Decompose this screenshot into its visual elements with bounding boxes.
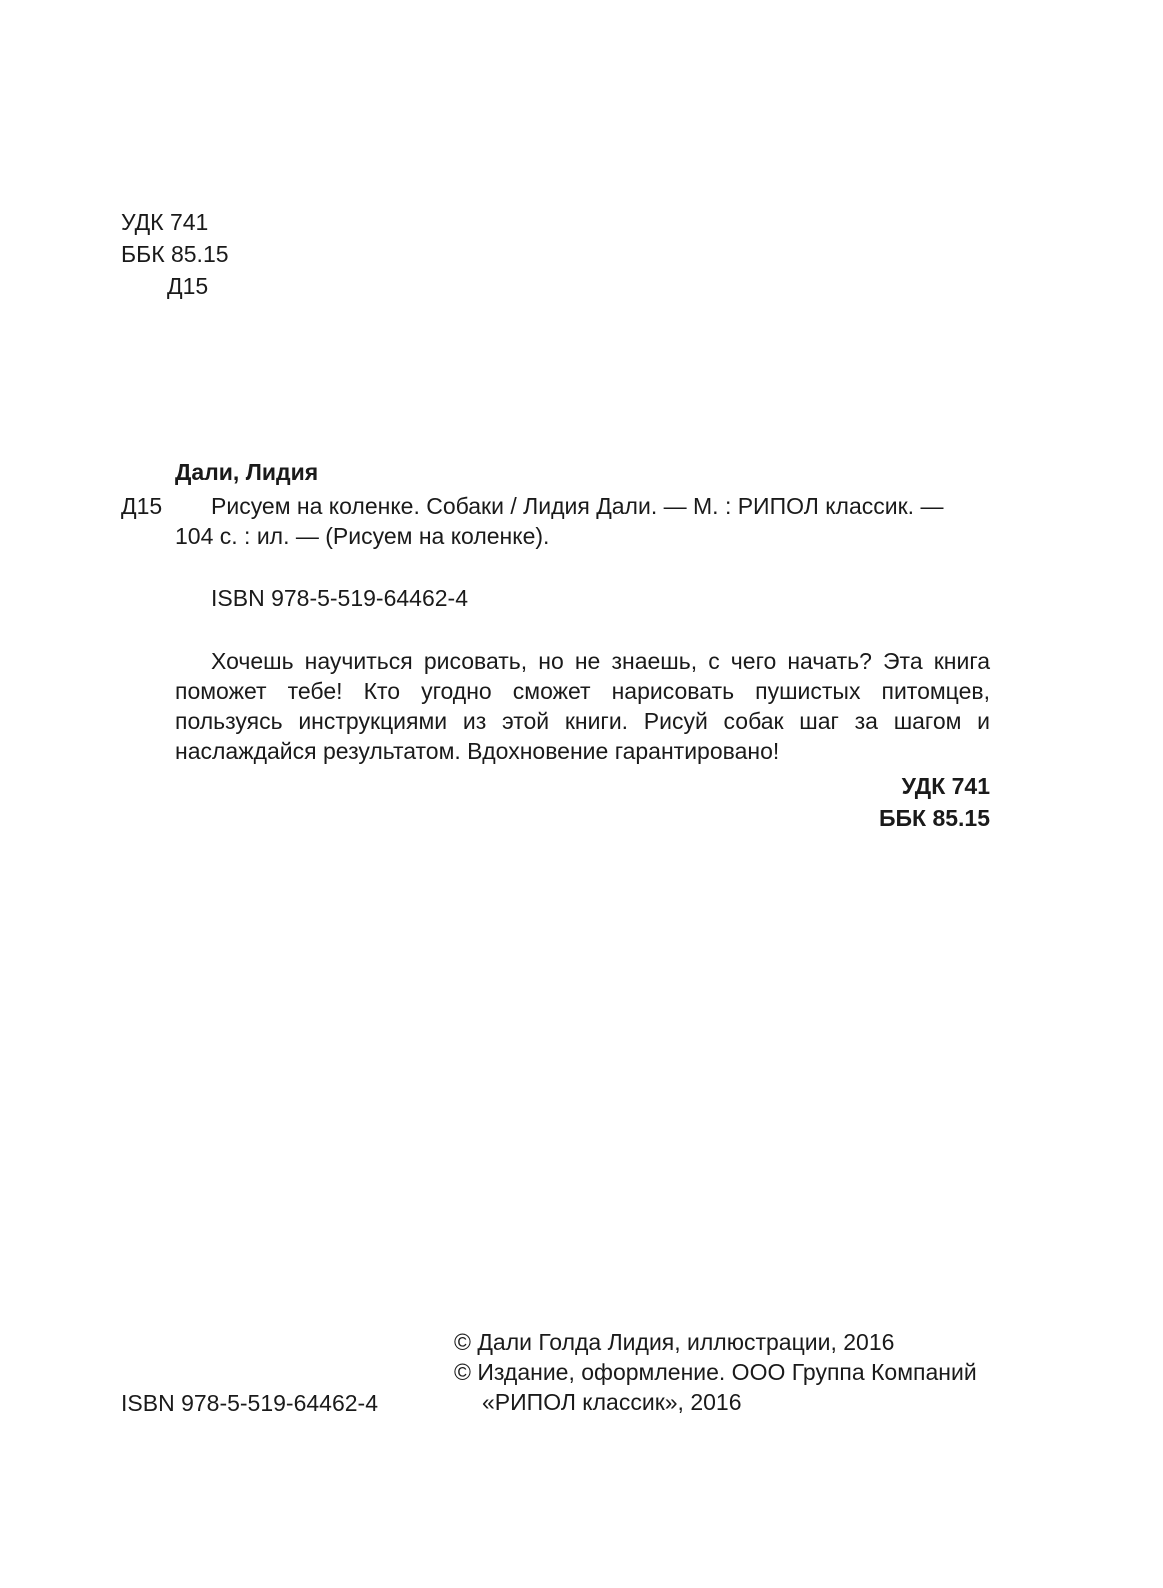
udk-code-top: УДК 741 (121, 209, 209, 235)
isbn-bottom: ISBN 978-5-519-64462-4 (121, 1390, 378, 1416)
author-mark: Д15 (121, 493, 163, 519)
copyright-edition-line-2: «РИПОЛ классик», 2016 (482, 1389, 742, 1415)
bbk-code-top: ББК 85.15 (121, 241, 229, 267)
bibliographic-description-line-1: Рисуем на коленке. Собаки / Лидия Дали. — М. : РИПОЛ классик. — (211, 493, 944, 519)
bibliographic-description-line-2: 104 с. : ил. — (Рисуем на коленке). (175, 523, 550, 549)
udk-code-catalog: УДК 741 (901, 773, 990, 799)
isbn-catalog: ISBN 978-5-519-64462-4 (211, 585, 468, 611)
bbk-code-catalog: ББК 85.15 (878, 805, 990, 831)
copyright-edition-line-1: © Издание, оформление. ООО Группа Компаний (454, 1359, 977, 1385)
author-heading: Дали, Лидия (175, 459, 319, 485)
copyright-illustrations: © Дали Голда Лидия, иллюстрации, 2016 (454, 1329, 895, 1355)
author-mark-top: Д15 (167, 273, 209, 299)
annotation-text: Хочешь научиться рисовать, но не знаешь, с чего начать? Эта книга поможет тебе! Кто угодно сможет нарисовать пушистых питомцев, пользуясь инструкциями из этой книги. Рисуй собак шаг за шагом и наслаждайся результатом. Вдохновение гарантировано! (175, 648, 990, 764)
